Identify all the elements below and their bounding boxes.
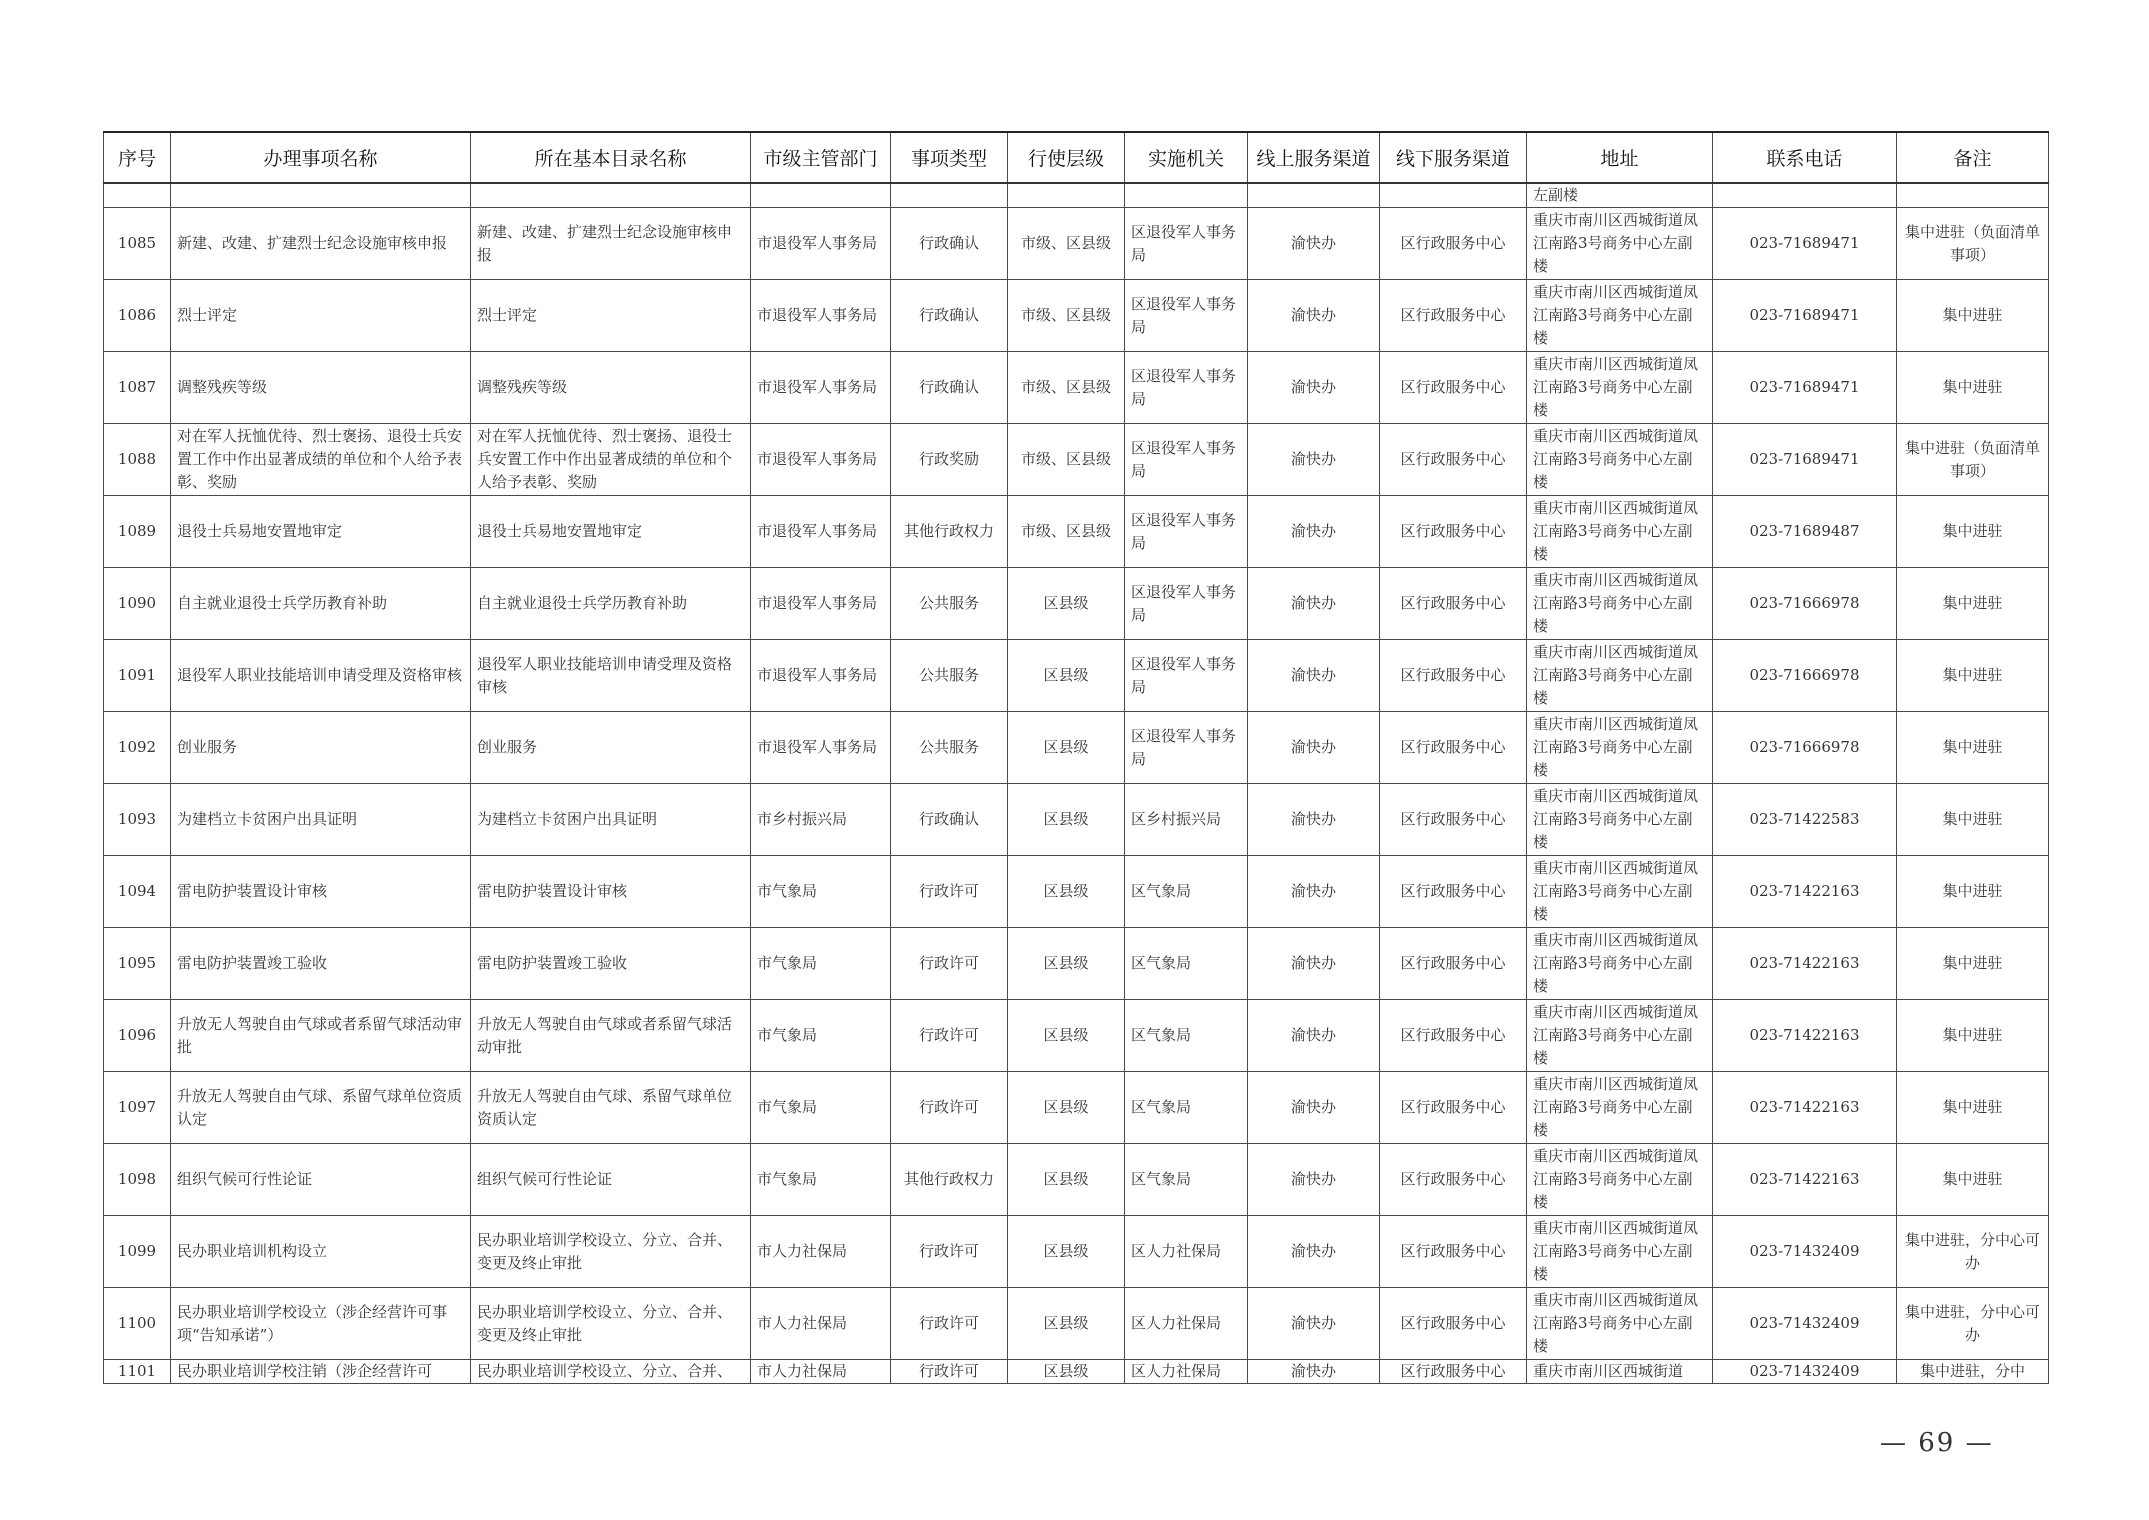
cell-dept: 市人力社保局 bbox=[751, 1360, 891, 1384]
cell-address: 重庆市南川区西城街道凤江南路3号商务中心左副楼 bbox=[1527, 640, 1713, 712]
table-row bbox=[104, 928, 2049, 1000]
cell-level: 区县级 bbox=[1008, 640, 1125, 712]
cell-online-channel: 渝快办 bbox=[1248, 712, 1380, 784]
cell-dept: 市退役军人事务局 bbox=[751, 496, 891, 568]
cell-online-channel: 渝快办 bbox=[1248, 856, 1380, 928]
cell-phone: 023-71432409 bbox=[1713, 1360, 1897, 1384]
page-number: — 69 — bbox=[1880, 1428, 1994, 1458]
cell-agency: 区乡村振兴局 bbox=[1125, 784, 1248, 856]
cell-seq: 1092 bbox=[104, 712, 171, 784]
cell-dept: 市乡村振兴局 bbox=[751, 784, 891, 856]
cell-phone: 023-71422163 bbox=[1713, 1144, 1897, 1216]
cell-offline-channel: 区行政服务中心 bbox=[1380, 1072, 1527, 1144]
cell-remark: 集中进驻 bbox=[1897, 712, 2049, 784]
table-row bbox=[104, 424, 2049, 496]
cell-agency: 区气象局 bbox=[1125, 1072, 1248, 1144]
cell-online-channel: 渝快办 bbox=[1248, 1144, 1380, 1216]
cell-offline-channel: 区行政服务中心 bbox=[1380, 640, 1527, 712]
cell-level: 区县级 bbox=[1008, 568, 1125, 640]
table-row bbox=[104, 496, 2049, 568]
cell-offline-channel: 区行政服务中心 bbox=[1380, 1144, 1527, 1216]
cell-item-name: 民办职业培训学校设立（涉企经营许可事项“告知承诺”） bbox=[171, 1288, 471, 1360]
cell-phone: 023-71666978 bbox=[1713, 568, 1897, 640]
cell-agency: 区退役军人事务局 bbox=[1125, 712, 1248, 784]
cell-online-channel bbox=[1248, 183, 1380, 208]
cell-phone: 023-71666978 bbox=[1713, 712, 1897, 784]
cell-item-name: 升放无人驾驶自由气球或者系留气球活动审批 bbox=[171, 1000, 471, 1072]
cell-item-name: 退役军人职业技能培训申请受理及资格审核 bbox=[171, 640, 471, 712]
cell-remark: 集中进驻 bbox=[1897, 640, 2049, 712]
cell-remark bbox=[1897, 183, 2049, 208]
cell-phone: 023-71689487 bbox=[1713, 496, 1897, 568]
cell-catalog-name: 对在军人抚恤优待、烈士褒扬、退役士兵安置工作中作出显著成绩的单位和个人给予表彰、奖励 bbox=[471, 424, 751, 496]
service-items-table bbox=[103, 131, 2049, 1384]
cell-agency: 区退役军人事务局 bbox=[1125, 496, 1248, 568]
cell-online-channel: 渝快办 bbox=[1248, 1288, 1380, 1360]
cell-catalog-name: 升放无人驾驶自由气球、系留气球单位资质认定 bbox=[471, 1072, 751, 1144]
cell-address: 左副楼 bbox=[1527, 183, 1713, 208]
cell-phone: 023-71432409 bbox=[1713, 1216, 1897, 1288]
cell-dept: 市退役军人事务局 bbox=[751, 640, 891, 712]
header-dept: 市级主管部门 bbox=[751, 132, 891, 183]
cell-online-channel: 渝快办 bbox=[1248, 928, 1380, 1000]
cell-level bbox=[1008, 183, 1125, 208]
cell-remark: 集中进驻 bbox=[1897, 928, 2049, 1000]
cell-agency: 区人力社保局 bbox=[1125, 1216, 1248, 1288]
cell-dept: 市气象局 bbox=[751, 928, 891, 1000]
cell-address: 重庆市南川区西城街道凤江南路3号商务中心左副楼 bbox=[1527, 712, 1713, 784]
header-remark: 备注 bbox=[1897, 132, 2049, 183]
cell-agency: 区退役军人事务局 bbox=[1125, 424, 1248, 496]
cell-catalog-name: 自主就业退役士兵学历教育补助 bbox=[471, 568, 751, 640]
cell-catalog-name: 升放无人驾驶自由气球或者系留气球活动审批 bbox=[471, 1000, 751, 1072]
cell-level: 区县级 bbox=[1008, 856, 1125, 928]
cell-seq: 1093 bbox=[104, 784, 171, 856]
cell-dept: 市退役军人事务局 bbox=[751, 280, 891, 352]
cell-type: 行政许可 bbox=[891, 1072, 1008, 1144]
cell-seq: 1091 bbox=[104, 640, 171, 712]
cell-address: 重庆市南川区西城街道凤江南路3号商务中心左副楼 bbox=[1527, 1216, 1713, 1288]
cell-dept bbox=[751, 183, 891, 208]
cell-seq: 1085 bbox=[104, 208, 171, 280]
cell-address: 重庆市南川区西城街道凤江南路3号商务中心左副楼 bbox=[1527, 1144, 1713, 1216]
cell-catalog-name: 创业服务 bbox=[471, 712, 751, 784]
cell-address: 重庆市南川区西城街道 bbox=[1527, 1360, 1713, 1384]
cell-offline-channel: 区行政服务中心 bbox=[1380, 424, 1527, 496]
cell-type: 公共服务 bbox=[891, 568, 1008, 640]
header-address: 地址 bbox=[1527, 132, 1713, 183]
cell-type: 行政确认 bbox=[891, 352, 1008, 424]
cell-remark: 集中进驻 bbox=[1897, 856, 2049, 928]
table-row bbox=[104, 208, 2049, 280]
cell-item-name: 民办职业培训学校注销（涉企经营许可 bbox=[171, 1360, 471, 1384]
cell-type: 行政许可 bbox=[891, 1288, 1008, 1360]
cell-seq: 1086 bbox=[104, 280, 171, 352]
cell-catalog-name: 组织气候可行性论证 bbox=[471, 1144, 751, 1216]
cell-type: 其他行政权力 bbox=[891, 1144, 1008, 1216]
cell-type bbox=[891, 183, 1008, 208]
cell-dept: 市人力社保局 bbox=[751, 1288, 891, 1360]
cell-online-channel: 渝快办 bbox=[1248, 568, 1380, 640]
header-row bbox=[104, 132, 2049, 183]
cell-offline-channel bbox=[1380, 183, 1527, 208]
cell-phone: 023-71422163 bbox=[1713, 928, 1897, 1000]
cell-type: 行政许可 bbox=[891, 856, 1008, 928]
cell-seq bbox=[104, 183, 171, 208]
cell-dept: 市退役军人事务局 bbox=[751, 352, 891, 424]
cell-seq: 1088 bbox=[104, 424, 171, 496]
header-level: 行使层级 bbox=[1008, 132, 1125, 183]
cell-offline-channel: 区行政服务中心 bbox=[1380, 928, 1527, 1000]
cell-address: 重庆市南川区西城街道凤江南路3号商务中心左副楼 bbox=[1527, 208, 1713, 280]
cell-level: 市级、区县级 bbox=[1008, 352, 1125, 424]
cell-dept: 市人力社保局 bbox=[751, 1216, 891, 1288]
table-row bbox=[104, 1360, 2049, 1384]
cell-address: 重庆市南川区西城街道凤江南路3号商务中心左副楼 bbox=[1527, 568, 1713, 640]
cell-seq: 1094 bbox=[104, 856, 171, 928]
cell-type: 行政许可 bbox=[891, 1216, 1008, 1288]
cell-item-name: 调整残疾等级 bbox=[171, 352, 471, 424]
cell-type: 行政许可 bbox=[891, 1000, 1008, 1072]
cell-catalog-name: 民办职业培训学校设立、分立、合并、变更及终止审批 bbox=[471, 1288, 751, 1360]
cell-seq: 1089 bbox=[104, 496, 171, 568]
cell-offline-channel: 区行政服务中心 bbox=[1380, 208, 1527, 280]
cell-agency: 区退役军人事务局 bbox=[1125, 208, 1248, 280]
cell-dept: 市退役军人事务局 bbox=[751, 424, 891, 496]
cell-offline-channel: 区行政服务中心 bbox=[1380, 1360, 1527, 1384]
cell-agency bbox=[1125, 183, 1248, 208]
cell-remark: 集中进驻 bbox=[1897, 496, 2049, 568]
cell-dept: 市退役军人事务局 bbox=[751, 568, 891, 640]
cell-online-channel: 渝快办 bbox=[1248, 424, 1380, 496]
table-row bbox=[104, 856, 2049, 928]
cell-level: 区县级 bbox=[1008, 1360, 1125, 1384]
cell-agency: 区气象局 bbox=[1125, 856, 1248, 928]
cell-offline-channel: 区行政服务中心 bbox=[1380, 712, 1527, 784]
table-row bbox=[104, 640, 2049, 712]
cell-phone: 023-71689471 bbox=[1713, 352, 1897, 424]
cell-item-name: 创业服务 bbox=[171, 712, 471, 784]
cell-level: 市级、区县级 bbox=[1008, 208, 1125, 280]
header-type: 事项类型 bbox=[891, 132, 1008, 183]
cell-dept: 市气象局 bbox=[751, 1000, 891, 1072]
cell-level: 区县级 bbox=[1008, 928, 1125, 1000]
cell-remark: 集中进驻 bbox=[1897, 1144, 2049, 1216]
table-row bbox=[104, 712, 2049, 784]
cell-remark: 集中进驻 bbox=[1897, 784, 2049, 856]
cell-seq: 1097 bbox=[104, 1072, 171, 1144]
cell-online-channel: 渝快办 bbox=[1248, 208, 1380, 280]
table-row bbox=[104, 1072, 2049, 1144]
cell-type: 行政确认 bbox=[891, 280, 1008, 352]
cell-address: 重庆市南川区西城街道凤江南路3号商务中心左副楼 bbox=[1527, 784, 1713, 856]
cell-catalog-name bbox=[471, 183, 751, 208]
cell-remark: 集中进驻，分中心可办 bbox=[1897, 1216, 2049, 1288]
cell-agency: 区退役军人事务局 bbox=[1125, 568, 1248, 640]
cell-address: 重庆市南川区西城街道凤江南路3号商务中心左副楼 bbox=[1527, 1000, 1713, 1072]
cell-level: 区县级 bbox=[1008, 1072, 1125, 1144]
header-phone: 联系电话 bbox=[1713, 132, 1897, 183]
cell-address: 重庆市南川区西城街道凤江南路3号商务中心左副楼 bbox=[1527, 928, 1713, 1000]
cell-phone: 023-71422163 bbox=[1713, 1072, 1897, 1144]
cell-agency: 区退役军人事务局 bbox=[1125, 640, 1248, 712]
cell-item-name: 雷电防护装置设计审核 bbox=[171, 856, 471, 928]
cell-item-name: 自主就业退役士兵学历教育补助 bbox=[171, 568, 471, 640]
cell-item-name: 雷电防护装置竣工验收 bbox=[171, 928, 471, 1000]
table-row bbox=[104, 352, 2049, 424]
cell-online-channel: 渝快办 bbox=[1248, 1360, 1380, 1384]
table-row bbox=[104, 183, 2049, 208]
cell-seq: 1100 bbox=[104, 1288, 171, 1360]
cell-remark: 集中进驻 bbox=[1897, 1000, 2049, 1072]
cell-catalog-name: 民办职业培训学校设立、分立、合并、 bbox=[471, 1360, 751, 1384]
cell-item-name bbox=[171, 183, 471, 208]
cell-level: 市级、区县级 bbox=[1008, 496, 1125, 568]
cell-phone: 023-71422163 bbox=[1713, 856, 1897, 928]
cell-dept: 市退役军人事务局 bbox=[751, 712, 891, 784]
cell-remark: 集中进驻，分中 bbox=[1897, 1360, 2049, 1384]
cell-online-channel: 渝快办 bbox=[1248, 496, 1380, 568]
cell-remark: 集中进驻（负面清单事项） bbox=[1897, 424, 2049, 496]
cell-level: 区县级 bbox=[1008, 1144, 1125, 1216]
cell-level: 区县级 bbox=[1008, 1216, 1125, 1288]
cell-remark: 集中进驻 bbox=[1897, 280, 2049, 352]
cell-seq: 1087 bbox=[104, 352, 171, 424]
table-row bbox=[104, 1288, 2049, 1360]
cell-seq: 1101 bbox=[104, 1360, 171, 1384]
cell-phone: 023-71432409 bbox=[1713, 1288, 1897, 1360]
cell-catalog-name: 退役军人职业技能培训申请受理及资格审核 bbox=[471, 640, 751, 712]
header-seq: 序号 bbox=[104, 132, 171, 183]
table-row bbox=[104, 1000, 2049, 1072]
cell-online-channel: 渝快办 bbox=[1248, 784, 1380, 856]
cell-level: 区县级 bbox=[1008, 784, 1125, 856]
cell-level: 市级、区县级 bbox=[1008, 424, 1125, 496]
cell-type: 其他行政权力 bbox=[891, 496, 1008, 568]
cell-offline-channel: 区行政服务中心 bbox=[1380, 856, 1527, 928]
table-row bbox=[104, 784, 2049, 856]
cell-seq: 1095 bbox=[104, 928, 171, 1000]
cell-offline-channel: 区行政服务中心 bbox=[1380, 1288, 1527, 1360]
cell-online-channel: 渝快办 bbox=[1248, 1072, 1380, 1144]
table-row bbox=[104, 1216, 2049, 1288]
cell-remark: 集中进驻 bbox=[1897, 568, 2049, 640]
cell-type: 公共服务 bbox=[891, 640, 1008, 712]
cell-catalog-name: 新建、改建、扩建烈士纪念设施审核申报 bbox=[471, 208, 751, 280]
cell-type: 行政确认 bbox=[891, 784, 1008, 856]
cell-type: 行政许可 bbox=[891, 928, 1008, 1000]
cell-item-name: 对在军人抚恤优待、烈士褒扬、退役士兵安置工作中作出显著成绩的单位和个人给予表彰、奖励 bbox=[171, 424, 471, 496]
cell-type: 行政奖励 bbox=[891, 424, 1008, 496]
cell-item-name: 为建档立卡贫困户出具证明 bbox=[171, 784, 471, 856]
cell-phone bbox=[1713, 183, 1897, 208]
cell-level: 区县级 bbox=[1008, 1288, 1125, 1360]
cell-type: 行政确认 bbox=[891, 208, 1008, 280]
cell-phone: 023-71689471 bbox=[1713, 208, 1897, 280]
cell-offline-channel: 区行政服务中心 bbox=[1380, 784, 1527, 856]
cell-phone: 023-71422583 bbox=[1713, 784, 1897, 856]
cell-catalog-name: 烈士评定 bbox=[471, 280, 751, 352]
cell-offline-channel: 区行政服务中心 bbox=[1380, 1000, 1527, 1072]
cell-phone: 023-71689471 bbox=[1713, 280, 1897, 352]
cell-remark: 集中进驻，分中心可办 bbox=[1897, 1288, 2049, 1360]
cell-seq: 1096 bbox=[104, 1000, 171, 1072]
cell-catalog-name: 退役士兵易地安置地审定 bbox=[471, 496, 751, 568]
table-row bbox=[104, 1144, 2049, 1216]
cell-agency: 区退役军人事务局 bbox=[1125, 280, 1248, 352]
cell-dept: 市气象局 bbox=[751, 1144, 891, 1216]
cell-online-channel: 渝快办 bbox=[1248, 1216, 1380, 1288]
header-online-channel: 线上服务渠道 bbox=[1248, 132, 1380, 183]
cell-offline-channel: 区行政服务中心 bbox=[1380, 280, 1527, 352]
cell-phone: 023-71666978 bbox=[1713, 640, 1897, 712]
cell-address: 重庆市南川区西城街道凤江南路3号商务中心左副楼 bbox=[1527, 1072, 1713, 1144]
header-agency: 实施机关 bbox=[1125, 132, 1248, 183]
cell-seq: 1098 bbox=[104, 1144, 171, 1216]
cell-catalog-name: 民办职业培训学校设立、分立、合并、变更及终止审批 bbox=[471, 1216, 751, 1288]
cell-offline-channel: 区行政服务中心 bbox=[1380, 1216, 1527, 1288]
cell-address: 重庆市南川区西城街道凤江南路3号商务中心左副楼 bbox=[1527, 424, 1713, 496]
cell-seq: 1099 bbox=[104, 1216, 171, 1288]
cell-online-channel: 渝快办 bbox=[1248, 640, 1380, 712]
cell-remark: 集中进驻 bbox=[1897, 1072, 2049, 1144]
cell-item-name: 烈士评定 bbox=[171, 280, 471, 352]
cell-offline-channel: 区行政服务中心 bbox=[1380, 496, 1527, 568]
cell-agency: 区气象局 bbox=[1125, 1144, 1248, 1216]
cell-address: 重庆市南川区西城街道凤江南路3号商务中心左副楼 bbox=[1527, 280, 1713, 352]
cell-address: 重庆市南川区西城街道凤江南路3号商务中心左副楼 bbox=[1527, 352, 1713, 424]
cell-catalog-name: 为建档立卡贫困户出具证明 bbox=[471, 784, 751, 856]
cell-online-channel: 渝快办 bbox=[1248, 1000, 1380, 1072]
cell-item-name: 升放无人驾驶自由气球、系留气球单位资质认定 bbox=[171, 1072, 471, 1144]
cell-agency: 区人力社保局 bbox=[1125, 1288, 1248, 1360]
header-item-name: 办理事项名称 bbox=[171, 132, 471, 183]
cell-catalog-name: 雷电防护装置竣工验收 bbox=[471, 928, 751, 1000]
cell-item-name: 新建、改建、扩建烈士纪念设施审核申报 bbox=[171, 208, 471, 280]
cell-seq: 1090 bbox=[104, 568, 171, 640]
cell-agency: 区人力社保局 bbox=[1125, 1360, 1248, 1384]
cell-agency: 区气象局 bbox=[1125, 1000, 1248, 1072]
cell-item-name: 组织气候可行性论证 bbox=[171, 1144, 471, 1216]
cell-phone: 023-71422163 bbox=[1713, 1000, 1897, 1072]
cell-remark: 集中进驻 bbox=[1897, 352, 2049, 424]
cell-level: 区县级 bbox=[1008, 712, 1125, 784]
cell-catalog-name: 调整残疾等级 bbox=[471, 352, 751, 424]
cell-item-name: 民办职业培训机构设立 bbox=[171, 1216, 471, 1288]
cell-address: 重庆市南川区西城街道凤江南路3号商务中心左副楼 bbox=[1527, 1288, 1713, 1360]
cell-offline-channel: 区行政服务中心 bbox=[1380, 568, 1527, 640]
cell-dept: 市气象局 bbox=[751, 856, 891, 928]
cell-type: 行政许可 bbox=[891, 1360, 1008, 1384]
cell-phone: 023-71689471 bbox=[1713, 424, 1897, 496]
cell-item-name: 退役士兵易地安置地审定 bbox=[171, 496, 471, 568]
cell-dept: 市气象局 bbox=[751, 1072, 891, 1144]
cell-agency: 区气象局 bbox=[1125, 928, 1248, 1000]
table-row bbox=[104, 568, 2049, 640]
cell-offline-channel: 区行政服务中心 bbox=[1380, 352, 1527, 424]
cell-type: 公共服务 bbox=[891, 712, 1008, 784]
cell-address: 重庆市南川区西城街道凤江南路3号商务中心左副楼 bbox=[1527, 856, 1713, 928]
header-offline-channel: 线下服务渠道 bbox=[1380, 132, 1527, 183]
table-row bbox=[104, 280, 2049, 352]
header-catalog-name: 所在基本目录名称 bbox=[471, 132, 751, 183]
cell-online-channel: 渝快办 bbox=[1248, 280, 1380, 352]
cell-level: 市级、区县级 bbox=[1008, 280, 1125, 352]
cell-remark: 集中进驻（负面清单事项） bbox=[1897, 208, 2049, 280]
cell-dept: 市退役军人事务局 bbox=[751, 208, 891, 280]
cell-level: 区县级 bbox=[1008, 1000, 1125, 1072]
cell-online-channel: 渝快办 bbox=[1248, 352, 1380, 424]
cell-address: 重庆市南川区西城街道凤江南路3号商务中心左副楼 bbox=[1527, 496, 1713, 568]
cell-catalog-name: 雷电防护装置设计审核 bbox=[471, 856, 751, 928]
cell-agency: 区退役军人事务局 bbox=[1125, 352, 1248, 424]
